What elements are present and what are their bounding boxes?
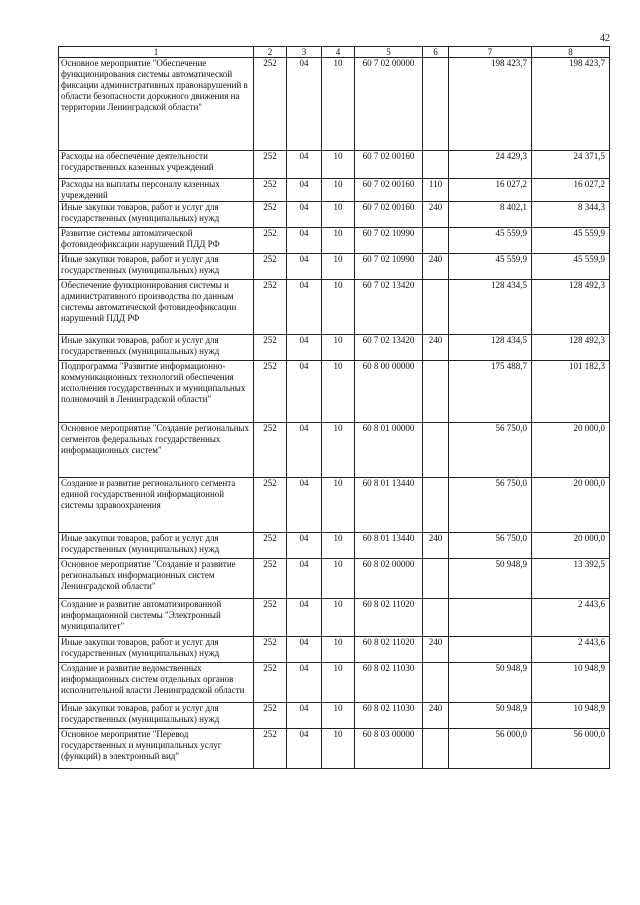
- row-code-5-cell: 60 7 02 00160: [355, 179, 423, 202]
- row-amount-7-cell: 56 000,0: [449, 729, 532, 769]
- row-code-6-cell: 240: [423, 533, 449, 559]
- row-amount-7-cell: [449, 599, 532, 637]
- row-code-3-cell: 04: [287, 478, 322, 533]
- row-amount-8-cell: 2 443,6: [532, 599, 610, 637]
- row-code-5-cell: 60 7 02 13420: [355, 280, 423, 335]
- row-code-3-cell: 04: [287, 361, 322, 423]
- row-code-4-cell: 10: [322, 254, 355, 280]
- row-amount-8-cell: 128 492,3: [532, 335, 610, 361]
- table-body: [59, 58, 610, 769]
- row-amount-7-cell: 128 434,5: [449, 280, 532, 335]
- row-name-cell: Создание и развитие автоматизированной информационной системы "Электронный муниципалитет": [59, 599, 254, 637]
- table-row: [59, 423, 610, 478]
- row-code-4-cell: 10: [322, 151, 355, 179]
- row-code-4-cell: 10: [322, 637, 355, 663]
- row-code-3-cell: 04: [287, 533, 322, 559]
- row-code-6-cell: 240: [423, 202, 449, 228]
- row-code-2-cell: 252: [254, 599, 287, 637]
- row-code-3-cell: 04: [287, 729, 322, 769]
- row-code-3-cell: 04: [287, 559, 322, 599]
- row-amount-8-cell: 2 443,6: [532, 637, 610, 663]
- row-code-5-cell: 60 8 02 11020: [355, 637, 423, 663]
- row-name-cell: Основное мероприятие "Создание и развитие региональных информационных систем Ленинградской области": [59, 559, 254, 599]
- row-amount-8-cell: 56 000,0: [532, 729, 610, 769]
- row-code-5-cell: 60 8 02 11020: [355, 599, 423, 637]
- row-name-cell: Иные закупки товаров, работ и услуг для государственных (муниципальных) нужд: [59, 637, 254, 663]
- row-code-6-cell: 110: [423, 179, 449, 202]
- row-code-5-cell: 60 8 01 13440: [355, 533, 423, 559]
- row-amount-8-cell: 13 392,5: [532, 559, 610, 599]
- row-code-2-cell: 252: [254, 361, 287, 423]
- row-code-3-cell: 04: [287, 423, 322, 478]
- row-amount-8-cell: 20 000,0: [532, 478, 610, 533]
- row-code-5-cell: 60 7 02 00160: [355, 151, 423, 179]
- table-row: [59, 559, 610, 599]
- row-code-6-cell: [423, 423, 449, 478]
- row-code-5-cell: 60 7 02 00000: [355, 58, 423, 151]
- row-code-4-cell: 10: [322, 729, 355, 769]
- row-code-6-cell: [423, 729, 449, 769]
- row-code-4-cell: 10: [322, 533, 355, 559]
- row-name-cell: Иные закупки товаров, работ и услуг для государственных (муниципальных) нужд: [59, 202, 254, 228]
- row-name-cell: Обеспечение функционирования системы и административного производства по данным системы автоматической фотовидеофиксации нарушений ПДД РФ: [59, 280, 254, 335]
- row-amount-7-cell: 16 027,2: [449, 179, 532, 202]
- row-code-3-cell: 04: [287, 58, 322, 151]
- header-cell-4: 4: [322, 47, 355, 58]
- row-amount-7-cell: 128 434,5: [449, 335, 532, 361]
- row-code-5-cell: 60 8 02 11030: [355, 663, 423, 703]
- header-cell-7: 7: [449, 47, 532, 58]
- row-amount-7-cell: 45 559,9: [449, 228, 532, 254]
- row-amount-7-cell: 45 559,9: [449, 254, 532, 280]
- row-name-cell: Расходы на обеспечение деятельности государственных казенных учреждений: [59, 151, 254, 179]
- row-code-6-cell: 240: [423, 254, 449, 280]
- row-code-5-cell: 60 8 03 00000: [355, 729, 423, 769]
- row-code-3-cell: 04: [287, 228, 322, 254]
- row-code-6-cell: [423, 151, 449, 179]
- row-name-cell: Иные закупки товаров, работ и услуг для государственных (муниципальных) нужд: [59, 533, 254, 559]
- row-code-3-cell: 04: [287, 202, 322, 228]
- row-code-2-cell: 252: [254, 478, 287, 533]
- row-code-2-cell: 252: [254, 559, 287, 599]
- row-code-2-cell: 252: [254, 228, 287, 254]
- table-row: [59, 599, 610, 637]
- row-code-2-cell: 252: [254, 533, 287, 559]
- row-code-6-cell: [423, 361, 449, 423]
- row-amount-7-cell: 175 488,7: [449, 361, 532, 423]
- row-amount-8-cell: 101 182,3: [532, 361, 610, 423]
- row-code-4-cell: 10: [322, 179, 355, 202]
- row-code-5-cell: 60 8 00 00000: [355, 361, 423, 423]
- row-name-cell: Расходы на выплаты персоналу казенных учреждений: [59, 179, 254, 202]
- row-amount-8-cell: 8 344,3: [532, 202, 610, 228]
- row-amount-8-cell: 20 000,0: [532, 533, 610, 559]
- row-code-3-cell: 04: [287, 703, 322, 729]
- row-code-4-cell: 10: [322, 599, 355, 637]
- table-row: [59, 478, 610, 533]
- row-code-3-cell: 04: [287, 151, 322, 179]
- row-code-4-cell: 10: [322, 423, 355, 478]
- row-amount-7-cell: 24 429,3: [449, 151, 532, 179]
- row-code-5-cell: 60 8 02 11030: [355, 703, 423, 729]
- row-code-6-cell: [423, 478, 449, 533]
- row-amount-7-cell: 198 423,7: [449, 58, 532, 151]
- row-amount-7-cell: 50 948,9: [449, 703, 532, 729]
- row-amount-7-cell: 50 948,9: [449, 663, 532, 703]
- table-row: [59, 280, 610, 335]
- table-row: [59, 179, 610, 202]
- row-name-cell: Основное мероприятие "Обеспечение функционирования системы автоматической фиксации административных правонарушений в области безопасности дорожного движения на территории Ленинградской области": [59, 58, 254, 151]
- row-name-cell: Подпрограмма "Развитие информационно-коммуникационных технологий обеспечения исполнения государственных и муниципальных полномочий в Ленинградской области": [59, 361, 254, 423]
- row-code-2-cell: 252: [254, 637, 287, 663]
- budget-table: [58, 46, 610, 769]
- table-row: [59, 729, 610, 769]
- header-cell-2: 2: [254, 47, 287, 58]
- row-code-2-cell: 252: [254, 254, 287, 280]
- row-amount-7-cell: 56 750,0: [449, 423, 532, 478]
- table-row: [59, 637, 610, 663]
- row-code-3-cell: 04: [287, 637, 322, 663]
- row-amount-8-cell: 24 371,5: [532, 151, 610, 179]
- row-name-cell: Иные закупки товаров, работ и услуг для государственных (муниципальных) нужд: [59, 254, 254, 280]
- row-code-4-cell: 10: [322, 663, 355, 703]
- row-amount-7-cell: 56 750,0: [449, 533, 532, 559]
- row-code-2-cell: 252: [254, 202, 287, 228]
- row-code-4-cell: 10: [322, 703, 355, 729]
- row-code-2-cell: 252: [254, 729, 287, 769]
- row-amount-7-cell: 50 948,9: [449, 559, 532, 599]
- table-row: [59, 202, 610, 228]
- row-amount-7-cell: 56 750,0: [449, 478, 532, 533]
- row-code-2-cell: 252: [254, 151, 287, 179]
- header-cell-5: 5: [355, 47, 423, 58]
- row-amount-8-cell: 128 492,3: [532, 280, 610, 335]
- table-row: [59, 533, 610, 559]
- row-code-5-cell: 60 8 01 13440: [355, 478, 423, 533]
- row-amount-8-cell: 45 559,9: [532, 254, 610, 280]
- page-number: 42: [600, 33, 610, 44]
- row-code-6-cell: 240: [423, 703, 449, 729]
- table-row: [59, 151, 610, 179]
- table-header: [59, 47, 610, 58]
- row-code-2-cell: 252: [254, 335, 287, 361]
- row-code-4-cell: 10: [322, 202, 355, 228]
- row-amount-8-cell: 10 948,9: [532, 703, 610, 729]
- row-code-5-cell: 60 8 01 00000: [355, 423, 423, 478]
- row-name-cell: Основное мероприятие "Создание региональных сегментов федеральных государственных информационных систем": [59, 423, 254, 478]
- table-row: [59, 361, 610, 423]
- row-name-cell: Иные закупки товаров, работ и услуг для государственных (муниципальных) нужд: [59, 335, 254, 361]
- row-code-2-cell: 252: [254, 663, 287, 703]
- row-code-5-cell: 60 7 02 10990: [355, 254, 423, 280]
- row-code-6-cell: 240: [423, 335, 449, 361]
- row-code-4-cell: 10: [322, 58, 355, 151]
- header-cell-3: 3: [287, 47, 322, 58]
- row-code-4-cell: 10: [322, 335, 355, 361]
- header-cell-8: 8: [532, 47, 610, 58]
- row-code-6-cell: [423, 280, 449, 335]
- row-code-6-cell: [423, 559, 449, 599]
- row-code-4-cell: 10: [322, 228, 355, 254]
- row-code-4-cell: 10: [322, 478, 355, 533]
- table-row: [59, 663, 610, 703]
- row-name-cell: Создание и развитие ведомственных информационных систем отдельных органов исполнительной власти Ленинградской области: [59, 663, 254, 703]
- row-code-2-cell: 252: [254, 423, 287, 478]
- row-code-6-cell: [423, 58, 449, 151]
- header-cell-1: 1: [59, 47, 254, 58]
- table-row: [59, 335, 610, 361]
- row-amount-8-cell: 10 948,9: [532, 663, 610, 703]
- row-code-5-cell: 60 7 02 13420: [355, 335, 423, 361]
- row-code-6-cell: [423, 228, 449, 254]
- row-code-3-cell: 04: [287, 254, 322, 280]
- row-code-3-cell: 04: [287, 599, 322, 637]
- table-row: [59, 254, 610, 280]
- row-code-6-cell: [423, 599, 449, 637]
- row-code-5-cell: 60 8 02 00000: [355, 559, 423, 599]
- row-amount-7-cell: [449, 637, 532, 663]
- header-cell-6: 6: [423, 47, 449, 58]
- row-code-3-cell: 04: [287, 335, 322, 361]
- table-row: [59, 228, 610, 254]
- row-code-4-cell: 10: [322, 280, 355, 335]
- row-code-3-cell: 04: [287, 663, 322, 703]
- row-code-6-cell: [423, 663, 449, 703]
- row-amount-7-cell: 8 402,1: [449, 202, 532, 228]
- header-row: [59, 47, 610, 58]
- row-code-6-cell: 240: [423, 637, 449, 663]
- row-code-5-cell: 60 7 02 10990: [355, 228, 423, 254]
- row-name-cell: Развитие системы автоматической фотовидеофиксации нарушений ПДД РФ: [59, 228, 254, 254]
- row-code-3-cell: 04: [287, 179, 322, 202]
- row-name-cell: Иные закупки товаров, работ и услуг для государственных (муниципальных) нужд: [59, 703, 254, 729]
- row-code-2-cell: 252: [254, 280, 287, 335]
- row-code-4-cell: 10: [322, 559, 355, 599]
- row-amount-8-cell: 20 000,0: [532, 423, 610, 478]
- row-code-5-cell: 60 7 02 00160: [355, 202, 423, 228]
- row-amount-8-cell: 198 423,7: [532, 58, 610, 151]
- row-code-2-cell: 252: [254, 703, 287, 729]
- row-name-cell: Создание и развитие регионального сегмента единой государственной информационной системы здравоохранения: [59, 478, 254, 533]
- row-code-2-cell: 252: [254, 179, 287, 202]
- row-code-4-cell: 10: [322, 361, 355, 423]
- row-amount-8-cell: 16 027,2: [532, 179, 610, 202]
- row-code-3-cell: 04: [287, 280, 322, 335]
- row-code-2-cell: 252: [254, 58, 287, 151]
- table-row: [59, 58, 610, 151]
- row-name-cell: Основное мероприятие "Перевод государственных и муниципальных услуг (функций) в электронный вид": [59, 729, 254, 769]
- row-amount-8-cell: 45 559,9: [532, 228, 610, 254]
- table-row: [59, 703, 610, 729]
